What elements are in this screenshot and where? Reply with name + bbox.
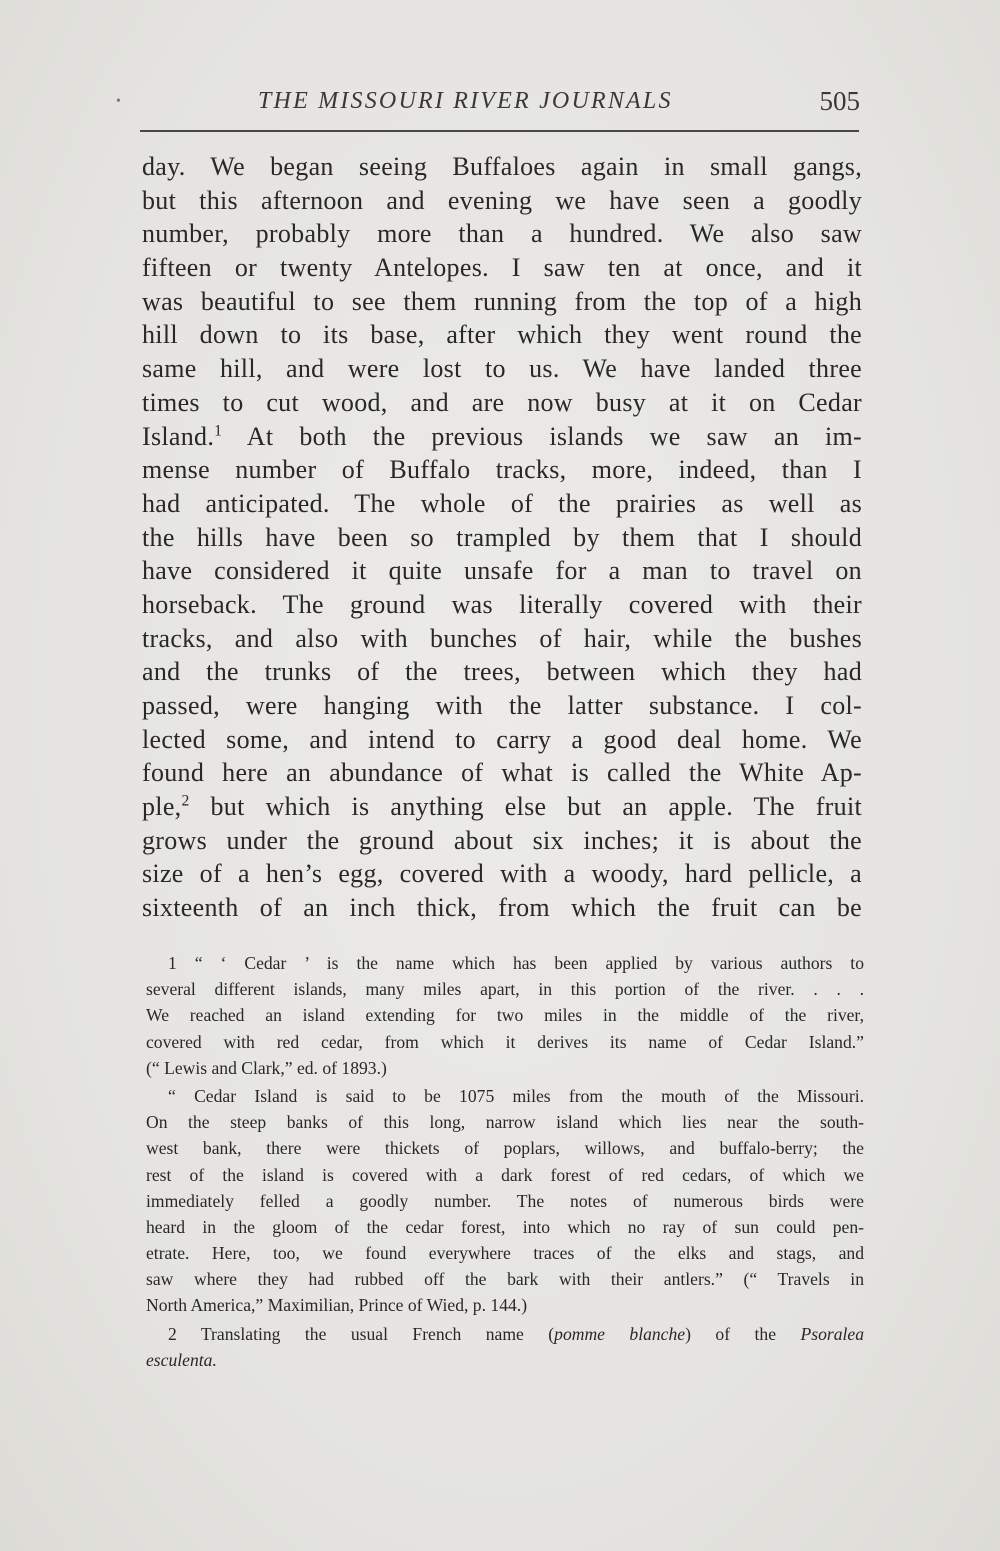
body-line: and the trunks of the trees, between which they had [142,657,862,687]
body-line: size of a hen’s egg, covered with a woody, hard pellicle, a [142,859,862,889]
footnote-ref-2: 2 [181,792,190,810]
footnote-2-italic: esculenta. [146,1349,217,1370]
footnote-1-mark: 1 [168,953,177,973]
body-line: times to cut wood, and are now busy at it on Cedar [142,387,862,417]
body-line: fifteen or twenty Antelopes. I saw ten at once, and it [142,253,862,283]
body-line [142,420,862,454]
body-line-end: At both the previous islands we saw an im- [222,421,862,451]
body-line: grows under the ground about six inches; it is about the [142,825,862,855]
footnote-2-italic: pomme blanche [554,1323,686,1344]
body-line [142,790,862,824]
footnote-1-line [146,950,864,976]
footnote-2-line [146,1347,864,1373]
footnote-1b-line: immediately felled a goodly number. The notes of numerous birds were [146,1190,864,1211]
footnote-1b-line: On the steep banks of this long, narrow island which lies near the south- [146,1112,864,1133]
body-line-end: but which is anything else but an apple. The fruit [189,792,862,822]
body-line: the hills have been so trampled by them that I should [142,522,862,552]
footnote-ref-1: 1 [214,421,223,439]
footnote-2-text: Translating the usual French name ( [176,1323,555,1344]
footnote-1b-line: west bank, there were thickets of poplars, willows, and buffalo-berry; the [146,1138,864,1159]
footnote-2-line [146,1321,864,1347]
body-line: mense number of Buffalo tracks, more, indeed, than I [142,455,862,485]
footnote-2-mark: 2 [168,1323,177,1344]
footnote-1b-line: North America,” Maximilian, Prince of Wied, p. 144.) [146,1295,528,1316]
body-line: number, probably more than a hundred. We also saw [142,219,862,249]
footnote-1b-line: “ Cedar Island is said to be 1075 miles from the mouth of the Missouri. [168,1085,864,1106]
body-line-start: ple, [142,792,182,822]
body-line: found here an abundance of what is called the White Ap- [142,758,862,788]
page-number: 505 [819,86,860,116]
footnote-1b-line: heard in the gloom of the cedar forest, into which no ray of sun could pen- [146,1216,864,1237]
body-line: but this afternoon and evening we have seen a goodly [142,185,862,215]
footnote-1-text: “ ‘ Cedar ’ is the name which has been applied by various authors to [176,953,864,973]
body-line: horseback. The ground was literally covered with their [142,589,862,619]
header-rule [140,130,859,132]
body-line-start: Island. [142,421,215,451]
body-line: day. We began seeing Buffaloes again in small gangs, [142,152,862,181]
body-line: had anticipated. The whole of the prairies as well as [142,488,862,518]
footnote-1b-line: etrate. Here, too, we found everywhere traces of the elks and stags, and [146,1243,864,1264]
body-line: hill down to its base, after which they went round the [142,320,862,350]
footnote-1b-line: rest of the island is covered with a dark forest of red cedars, of which we [146,1164,864,1185]
footnotes [146,950,864,1373]
body-line: tracks, and also with bunches of hair, while the bushes [142,623,862,653]
body-line: have considered it quite unsafe for a man to travel on [142,556,862,586]
footnote-2-text: ) of the [685,1323,801,1344]
body-line: same hill, and were lost to us. We have landed three [142,354,862,384]
running-head [140,88,862,122]
footnote-1-line: several different islands, many miles apart, in this portion of the river. . . . [146,979,864,1000]
body-line: lected some, and intend to carry a good deal home. We [142,724,862,754]
margin-dot: • [116,94,121,109]
footnote-2-italic: Psoralea [800,1323,864,1344]
footnote-1b-line: saw where they had rubbed off the bark with their antlers.” (“ Travels in [146,1269,864,1290]
footnote-1-line: We reached an island extending for two miles in the middle of the river, [146,1005,864,1026]
body-line: was beautiful to see them running from the top of a high [142,286,862,316]
body-line: sixteenth of an inch thick, from which the fruit can be [142,893,862,923]
body-line: passed, were hanging with the latter substance. I col- [142,691,862,720]
running-title: THE MISSOURI RIVER JOURNALS [258,88,673,114]
footnote-1-line: (“ Lewis and Clark,” ed. of 1893.) [146,1057,387,1078]
body-text [142,150,862,925]
footnote-1-line: covered with red cedar, from which it derives its name of Cedar Island.” [146,1031,864,1052]
